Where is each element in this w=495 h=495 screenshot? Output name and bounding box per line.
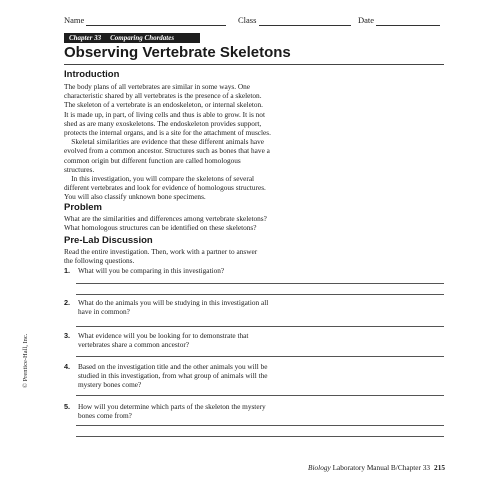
question-text: What will you be comparing in this investigation? (78, 266, 225, 275)
chapter-number: Chapter 33 (69, 34, 102, 42)
copyright-credit: © Prentice-Hall, Inc. (22, 333, 29, 388)
footer-book-title: Biology (308, 463, 331, 472)
class-field[interactable] (238, 14, 351, 26)
student-info-header (64, 14, 444, 26)
page-title: Observing Vertebrate Skeletons (64, 44, 291, 61)
name-label: Name (64, 15, 85, 25)
page-footer (308, 463, 445, 472)
name-blank[interactable] (86, 16, 226, 26)
answer-line[interactable] (76, 395, 444, 396)
date-label: Date (358, 15, 375, 25)
class-blank[interactable] (259, 16, 351, 26)
chapter-topic: Comparing Chordates (110, 34, 175, 42)
introduction-heading: Introduction (64, 69, 120, 80)
question-number: 1. (64, 266, 71, 275)
title-divider (64, 64, 444, 65)
question-text: What do the animals you will be studying in this investigation all have in common? (78, 298, 269, 317)
problem-text: What are the similarities and differences among vertebrate skeletons? What homologous structures can be identified on these skeletons? (64, 214, 267, 233)
date-blank[interactable] (376, 16, 440, 26)
answer-line[interactable] (76, 326, 444, 327)
answer-line[interactable] (76, 294, 444, 295)
question-text: Based on the investigation title and the other animals you will be studied in this investigation, from what group of animals will the mystery bones come? (78, 362, 268, 390)
question-number: 2. (64, 298, 71, 307)
question-number: 4. (64, 362, 71, 371)
answer-line[interactable] (76, 436, 444, 437)
introduction-text: The body plans of all vertebrates are similar in some ways. One characteristic shared by all vertebrates is the presence of a skeleton. The skeleton of a vertebrate is an endoskeleton, or internal skeleton. It is made up, in part, of living cells and thus is able to grow. It is not shed as are many exoskeletons. The endoskeleton provides support, protects the internal organs, and is a site for the attachment of muscles. Skeletal similarities are evidence that these different animals have evolved from a common ancestor. Structures such as bones that have a common origin but different function are called homologous structures. In this investigation, you will compare the skeletons of several different vertebrates and look for evidence of homologous structures. You will also classify unknown bone specimens. (64, 82, 271, 202)
answer-line[interactable] (76, 356, 444, 357)
page-number: 215 (434, 463, 445, 472)
answer-line[interactable] (76, 283, 444, 284)
chapter-bar (64, 33, 200, 43)
prelab-heading: Pre-Lab Discussion (64, 235, 153, 246)
class-label: Class (238, 15, 257, 25)
prelab-instructions: Read the entire investigation. Then, work with a partner to answer the following questions. (64, 247, 258, 266)
question-text: What evidence will you be looking for to demonstrate that vertebrates share a common ancestor? (78, 331, 249, 350)
footer-manual-info: Laboratory Manual B/Chapter 33 (330, 463, 431, 472)
problem-heading: Problem (64, 202, 103, 213)
question-number: 3. (64, 331, 71, 340)
name-field[interactable] (64, 14, 226, 26)
question-number: 5. (64, 402, 71, 411)
date-field[interactable] (358, 14, 440, 26)
question-text: How will you determine which parts of the skeleton the mystery bones come from? (78, 402, 266, 421)
answer-line[interactable] (76, 425, 444, 426)
